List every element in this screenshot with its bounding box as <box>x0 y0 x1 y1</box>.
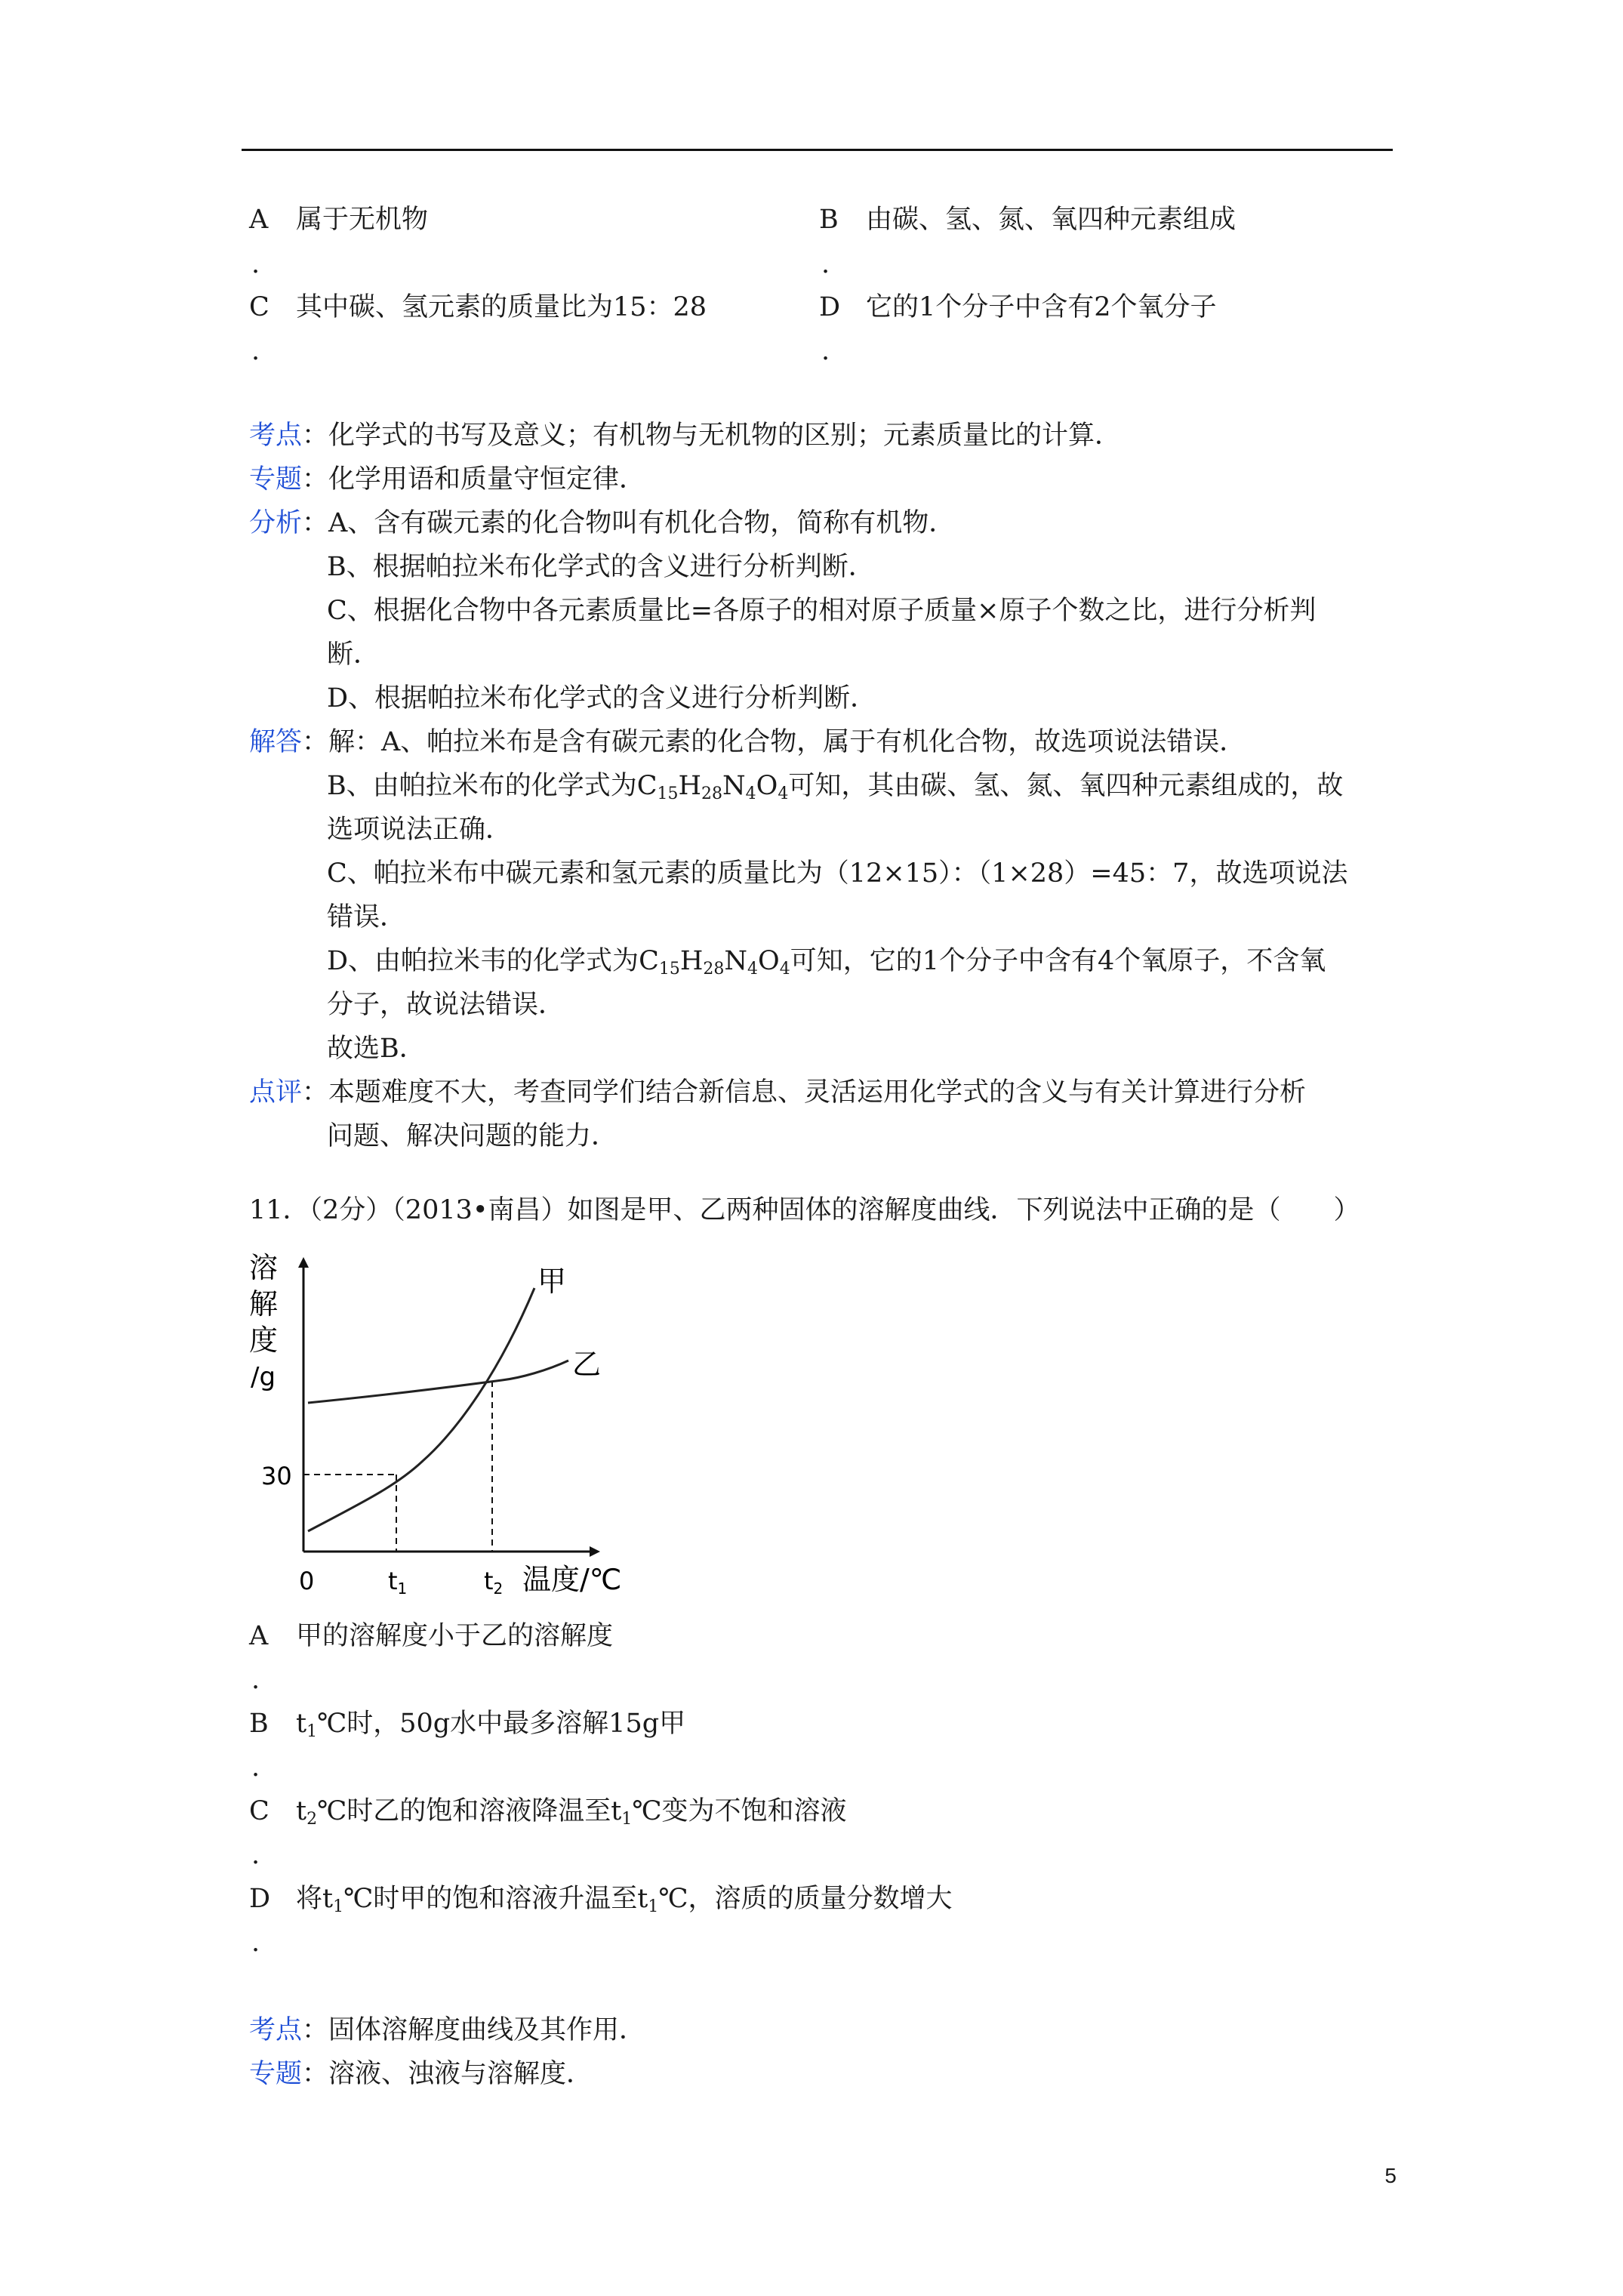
x-tick-t1: t1 <box>388 1567 408 1598</box>
dianping-line-2: 问题、解决问题的能力． <box>327 1121 618 1151</box>
jieda-line-d2: 分子，故说法错误． <box>327 990 565 1020</box>
fenxi-line-b: B、根据帕拉米布化学式的含义进行分析判断． <box>327 552 875 582</box>
x-origin-label: 0 <box>299 1567 315 1595</box>
fenxi-line-a: 分析：A、含有碳元素的化合物叫有机化合物，简称有机物． <box>249 508 956 538</box>
fenxi-line-d: D、根据帕拉米布化学式的含义进行分析判断． <box>327 683 877 713</box>
q11-zhuanti-line: 专题：溶液、浊液与溶解度． <box>249 2059 593 2089</box>
header-rule <box>242 149 1393 151</box>
jieda-line-a: 解答：解：A、帕拉米布是含有碳元素的化合物，属于有机化合物，故选项说法错误． <box>249 727 1246 757</box>
page-number: 5 <box>1384 2164 1397 2187</box>
q11-option-a-dot: . <box>251 1665 260 1695</box>
jieda-line-c2: 错误． <box>327 902 407 932</box>
zhuanti-line: 专题：化学用语和质量守恒定律． <box>249 464 646 495</box>
fenxi-label: 分析 <box>249 508 303 538</box>
series-yi-label: 乙 <box>572 1348 602 1381</box>
jieda-label: 解答 <box>249 727 303 757</box>
q11-stem: 11．（2分）（2013•南昌）如图是甲、乙两种固体的溶解度曲线．下列说法中正确的是（ ） <box>249 1195 1360 1225</box>
chemical-formula: $C_{15}H_{28}N_4O_4$ <box>639 946 790 978</box>
q11-zhuanti-label: 专题 <box>249 2059 303 2089</box>
q11-option-a: A 甲的溶解度小于乙的溶解度 <box>249 1621 614 1651</box>
series-jia-curve <box>308 1288 534 1531</box>
fenxi-line-c1: C、根据化合物中各元素质量比=各原子的相对原子质量×原子个数之比，进行分析判 <box>327 596 1317 626</box>
ylabel-char-3: 度 <box>249 1324 279 1357</box>
option-a-dot: . <box>251 249 260 279</box>
q11-kaodian-line: 考点：固体溶解度曲线及其作用． <box>249 2015 646 2045</box>
jieda-line-c1: C、帕拉米布中碳元素和氢元素的质量比为（12×15）：（1×28）=45：7，故选项说法 <box>327 858 1348 889</box>
jieda-line-d1: D、由帕拉米韦的化学式为$C_{15}H_{28}N_4O_4$可知，它的1个分子中含有4个氧原子，不含氧 <box>327 946 1326 978</box>
xlabel: 温度/℃ <box>522 1563 622 1596</box>
jieda-line-b2: 选项说法正确． <box>327 815 513 845</box>
zhuanti-label: 专题 <box>249 464 303 495</box>
q11-option-c-dot: . <box>251 1840 260 1870</box>
q11-option-c: C $t_2℃$时乙的饱和溶液降温至$t_1℃$变为不饱和溶液 <box>249 1796 847 1829</box>
option-b-dot: . <box>821 249 830 279</box>
solubility-chart <box>249 1246 642 1608</box>
option-d-dot: . <box>821 336 830 366</box>
kaodian-label: 考点 <box>249 421 303 451</box>
ylabel-char-2: 解 <box>249 1287 279 1321</box>
kaodian-line: 考点：化学式的书写及意义；有机物与无机物的区别；元素质量比的计算． <box>249 421 1122 451</box>
option-c-dot: . <box>251 336 260 366</box>
fenxi-line-c2: 断． <box>327 639 380 670</box>
chemical-formula: $C_{15}H_{28}N_4O_4$ <box>636 771 789 803</box>
jieda-line-b1: B、由帕拉米布的化学式为$C_{15}H_{28}N_4O_4$可知，其由碳、氢、氮、氧四种元素组成的，故 <box>327 771 1344 803</box>
series-yi-curve <box>308 1361 568 1403</box>
q11-option-b: B $t_1℃$时，50g水中最多溶解15g甲 <box>249 1709 686 1741</box>
option-c: C 其中碳、氢元素的质量比为15：28 <box>249 292 707 322</box>
jieda-line-end: 故选B． <box>327 1034 426 1064</box>
q11-option-d: D 将$t_1℃$时甲的饱和溶液升温至$t_1℃$，溶质的质量分数增大 <box>249 1884 953 1916</box>
x-tick-t2: t2 <box>484 1567 504 1598</box>
option-d: D 它的1个分子中含有2个氧分子 <box>819 292 1217 322</box>
option-b: B 由碳、氢、氮、氧四种元素组成 <box>819 205 1236 235</box>
option-a: A 属于无机物 <box>249 205 429 235</box>
q11-kaodian-label: 考点 <box>249 2015 303 2045</box>
dianping-label: 点评 <box>249 1077 303 1108</box>
q11-option-b-dot: . <box>251 1752 260 1783</box>
ylabel-char-1: 溶 <box>249 1251 279 1284</box>
q11-option-d-dot: . <box>251 1928 260 1958</box>
series-jia-label: 甲 <box>537 1265 567 1298</box>
y-tick-30: 30 <box>261 1462 292 1490</box>
ylabel-char-4: /g <box>251 1362 276 1392</box>
dianping-line-1: 点评：本题难度不大，考查同学们结合新信息、灵活运用化学式的含义与有关计算进行分析 <box>249 1077 1307 1108</box>
